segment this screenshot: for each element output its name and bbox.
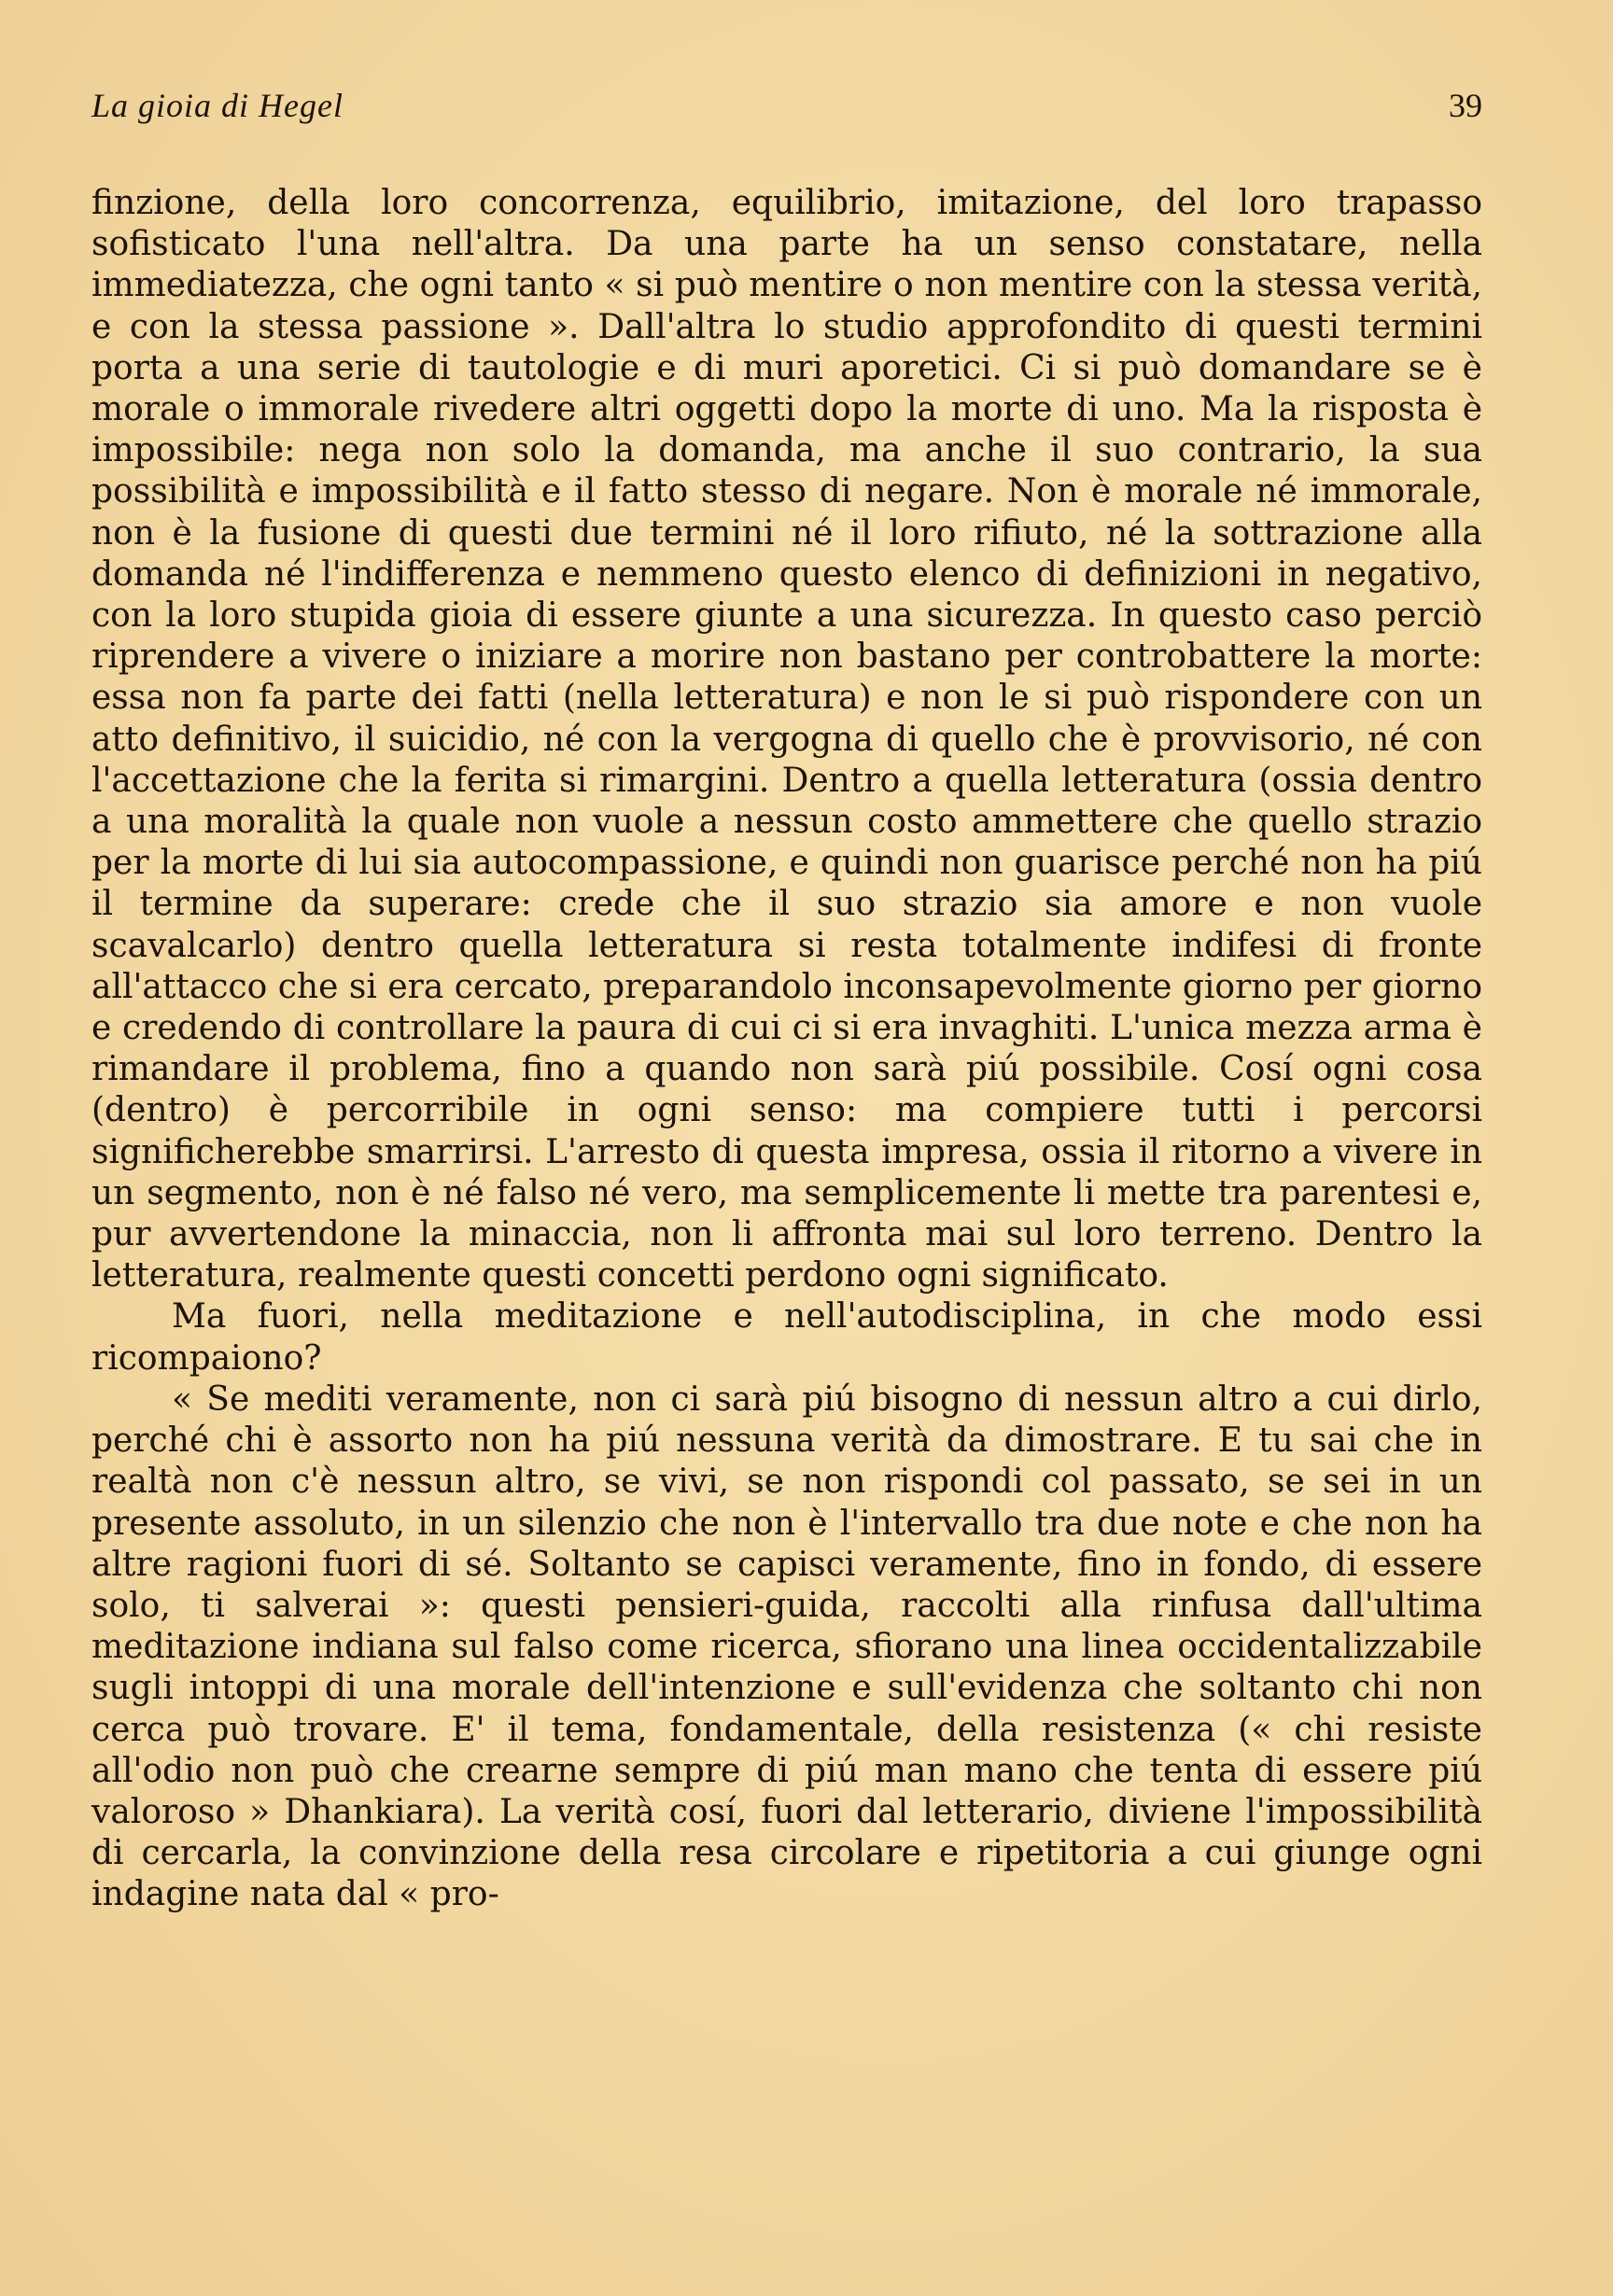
body-text: [91, 183, 1482, 1916]
paragraph-1: finzione, della loro concorrenza, equilibrio, imitazione, del loro trapasso sofisticato l'una nell'altra. Da una parte ha un senso constatare, nella immediatezza, che ogni tanto « si può mentire o non mentire con la stessa verità, e con la stessa passione ». Dall'altra lo studio approfondito di questi termini porta a una serie di tautologie e di muri aporetici. Ci si può domandare se è morale o immorale rivedere altri oggetti dopo la morte di uno. Ma la risposta è impossibile: nega non solo la domanda, ma anche il suo contrario, la sua possibilità e impossibilità e il fatto stesso di negare. Non è morale né immorale, non è la fusione di questi due termini né il loro rifiuto, né la sottrazione alla domanda né l'indifferenza e nemmeno questo elenco di definizioni in negativo, con la loro stupida gioia di essere giunte a una sicurezza. In questo caso perciò riprendere a vivere o iniziare a morire non bastano per controbattere la morte: essa non fa parte dei fatti (nella letteratura) e non le si può rispondere con un atto definitivo, il suicidio, né con la vergogna di quello che è provvisorio, né con l'accettazione che la ferita si rimargini. Dentro a quella letteratura (ossia dentro a una moralità la quale non vuole a nessun costo ammettere che quello strazio per la morte di lui sia autocompassione, e quindi non guarisce perché non ha piú il termine da superare: crede che il suo strazio sia amore e non vuole scavalcarlo) dentro quella letteratura si resta totalmente indifesi di fronte all'attacco che si era cercato, preparandolo inconsapevolmente giorno per giorno e credendo di controllare la paura di cui ci si era invaghiti. L'unica mezza arma è rimandare il problema, fino a quando non sarà piú possibile. Cosí ogni cosa (dentro) è percorribile in ogni senso: ma compiere tutti i percorsi significherebbe smarrirsi. L'arresto di questa impresa, ossia il ritorno a vivere in un segmento, non è né falso né vero, ma semplicemente li mette tra parentesi e, pur avvertendone la minaccia, non li affronta mai sul loro terreno. Dentro la letteratura, realmente questi concetti perdono ogni significato.: [91, 184, 1482, 1295]
paragraph-2: Ma fuori, nella meditazione e nell'autodisciplina, in che modo essi ricompaiono?: [91, 1297, 1482, 1378]
running-title: La gioia di Hegel: [91, 87, 344, 124]
page-number: 39: [1449, 87, 1482, 124]
paragraph-3: « Se mediti veramente, non ci sarà piú bisogno di nessun altro a cui dirlo, perché chi è assorto non ha piú nessuna verità da dimostrare. E tu sai che in realtà non c'è nessun altro, se vivi, se non rispondi col passato, se sei in un presente assoluto, in un silenzio che non è l'intervallo tra due note e che non ha altre ragioni fuori di sé. Soltanto se capisci veramente, fino in fondo, di essere solo, ti salverai »: questi pensieri-guida, raccolti alla rinfusa dall'ultima meditazione indiana sul falso come ricerca, sfiorano una linea occidentalizzabile sugli intoppi di una morale dell'intenzione e sull'evidenza che soltanto chi non cerca può trovare. E' il tema, fondamentale, della resistenza (« chi resiste all'odio non può che crearne sempre di piú man mano che tenta di essere piú valoroso » Dhankiara). La verità cosí, fuori dal letterario, diviene l'impossibilità di cercarla, la convinzione della resa circolare e ripetitoria a cui giunge ogni indagine nata dal « pro-: [91, 1379, 1482, 1914]
